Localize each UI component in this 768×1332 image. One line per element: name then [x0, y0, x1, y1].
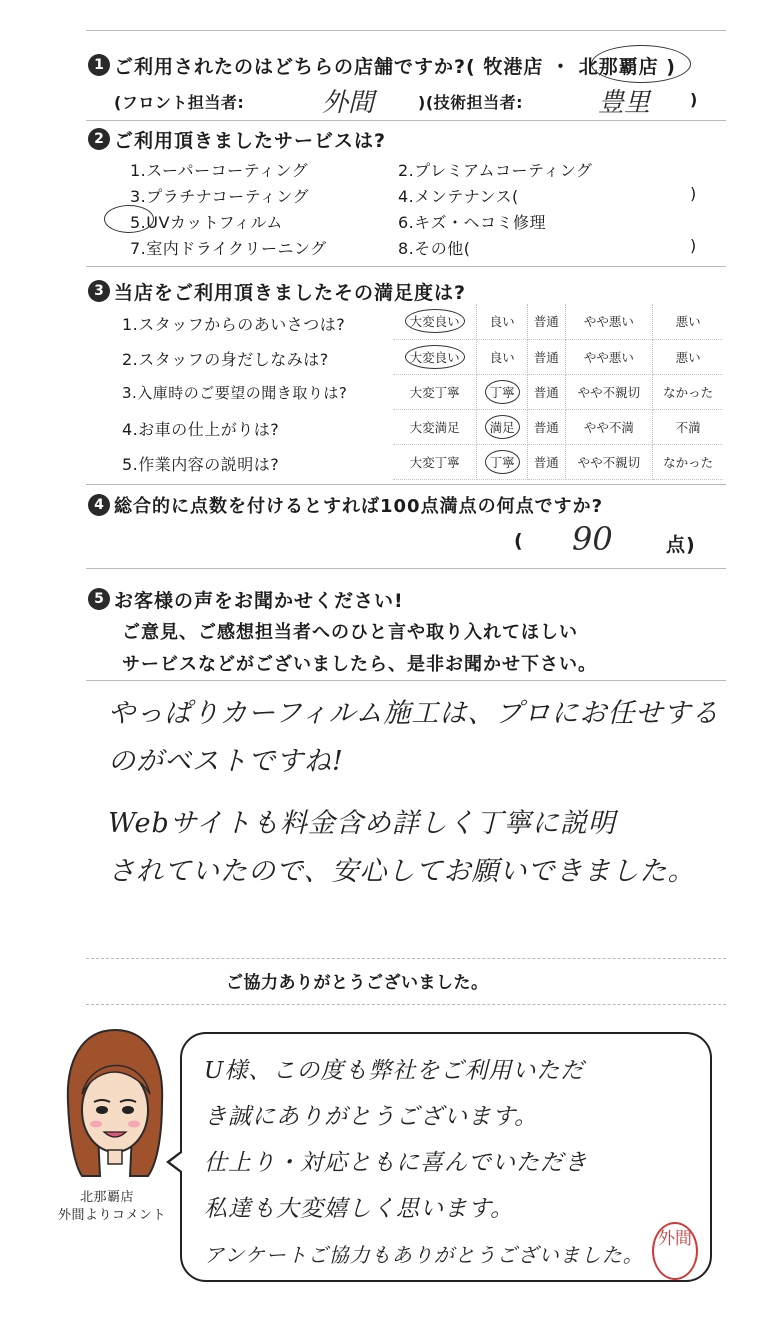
- rating-question-5: 5.作業内容の説明は?: [122, 455, 280, 474]
- tech-staff-close: ): [690, 90, 698, 109]
- staff-seal-stamp: 外間: [652, 1222, 698, 1280]
- staff-reply-line: き誠にありがとうございます。: [204, 1104, 539, 1130]
- rating-choice: 大変良い: [393, 339, 477, 374]
- table-row: [393, 444, 723, 479]
- question-5-line-3: サービスなどがございましたら、是非お聞かせ下さい。: [122, 654, 597, 675]
- customer-comment-line: Webサイトも料金含め詳しく丁寧に説明: [108, 808, 616, 839]
- staff-avatar: [60, 1024, 170, 1184]
- rating-choice: やや悪い: [565, 339, 653, 374]
- staff-store: 北那覇店: [80, 1190, 135, 1205]
- tech-staff-value: 豊里: [598, 88, 651, 118]
- rating-question-3: 3.入庫時のご要望の聞き取りは?: [122, 384, 348, 402]
- question-1-label: ご利用されたのはどちらの店舗ですか?(: [114, 56, 476, 78]
- rating-choice: 良い: [477, 304, 528, 339]
- service-selection-circle: [104, 205, 154, 233]
- question-5-text: お客様の声をお聞かせください!: [114, 590, 404, 612]
- rating-choice: 良い: [477, 339, 528, 374]
- rating-choice: 悪い: [653, 339, 723, 374]
- rating-choice: やや不親切: [565, 444, 653, 479]
- rating-choice: 普通: [528, 444, 565, 479]
- customer-comment: [108, 690, 728, 896]
- front-staff-label: (フロント担当者:: [114, 93, 245, 112]
- tech-staff-label: )(技術担当者:: [418, 93, 524, 112]
- rating-choice: 普通: [528, 304, 565, 339]
- staff-reply-line: 私達も大変嬉しく思います。: [204, 1196, 515, 1222]
- service-option-2: 2.プレミアムコーティング: [398, 161, 593, 180]
- rating-question-2: 2.スタッフの身だしなみは?: [122, 350, 329, 369]
- front-staff-value: 外間: [322, 88, 375, 118]
- rating-choice: 普通: [528, 339, 565, 374]
- rating-choice: やや悪い: [565, 304, 653, 339]
- table-row: [393, 374, 723, 409]
- score-value: 90: [572, 520, 613, 558]
- service-option-6: 6.キズ・ヘコミ修理: [398, 213, 546, 232]
- top-rule: [86, 30, 726, 31]
- store-selection-circle: [591, 45, 691, 83]
- rule-2: [86, 266, 726, 267]
- customer-comment-line: のがベストですね!: [108, 746, 344, 777]
- question-1-number: 1: [88, 54, 110, 76]
- rating-choice: なかった: [653, 374, 723, 409]
- service-option-8: 8.その他(: [398, 239, 471, 258]
- staff-reply-bubble: [180, 1032, 712, 1282]
- table-row: [393, 409, 723, 444]
- service-option-7: 7.室内ドライクリーニング: [130, 239, 327, 258]
- rating-choice: 大変丁寧: [393, 374, 477, 409]
- rating-choice: 普通: [528, 409, 565, 444]
- question-5-number: 5: [88, 588, 110, 610]
- service-option-4-close: ): [690, 184, 697, 203]
- rating-question-4: 4.お車の仕上がりは?: [122, 420, 280, 439]
- rule-3: [86, 484, 726, 485]
- question-5-line-2: ご意見、ご感想担当者へのひと言や取り入れてほしい: [122, 622, 578, 643]
- rating-choice: 大変満足: [393, 409, 477, 444]
- staff-reply-line: 仕上り・対応ともに喜んでいただき: [204, 1150, 588, 1176]
- score-open-paren: (: [514, 530, 524, 552]
- rating-choice: やや不親切: [565, 374, 653, 409]
- rating-choice: 丁寧: [477, 374, 528, 409]
- question-2-number: 2: [88, 128, 110, 150]
- service-option-4: 4.メンテナンス(: [398, 187, 519, 206]
- rating-choice: やや不満: [565, 409, 653, 444]
- question-4-number: 4: [88, 494, 110, 516]
- service-option-5: 5.UVカットフィルム: [130, 213, 283, 232]
- rule-4: [86, 568, 726, 569]
- rating-choice: 丁寧: [477, 444, 528, 479]
- question-4-text: 総合的に点数を付けるとすれば100点満点の何点ですか?: [114, 496, 604, 517]
- divider-dashed: [86, 958, 726, 959]
- question-2-text: ご利用頂きましたサービスは?: [114, 130, 387, 152]
- rating-question-1: 1.スタッフからのあいさつは?: [122, 315, 346, 334]
- store-makiminato: 牧港店: [483, 56, 544, 78]
- rating-choice: 不満: [653, 409, 723, 444]
- question-1-close: ): [666, 56, 676, 78]
- rating-choice: 悪い: [653, 304, 723, 339]
- table-row: [393, 304, 723, 339]
- rating-choice: 大変丁寧: [393, 444, 477, 479]
- rating-choice: 普通: [528, 374, 565, 409]
- store-separator: ・: [550, 56, 571, 78]
- rating-choice: 満足: [477, 409, 528, 444]
- rating-choice: なかった: [653, 444, 723, 479]
- staff-comment-label: 外間よりコメント: [58, 1208, 167, 1223]
- rule-1: [86, 120, 726, 121]
- store-kitanaha: 北那覇店: [578, 56, 659, 78]
- question-3-text: 当店をご利用頂きましたその満足度は?: [114, 282, 467, 304]
- question-3-number: 3: [88, 280, 110, 302]
- bubble-tail-inner: [170, 1152, 183, 1172]
- divider-dashed-bottom: [86, 1004, 726, 1005]
- service-option-1: 1.スーパーコーティング: [130, 161, 309, 180]
- thanks-message: ご協力ありがとうございました。: [226, 973, 489, 993]
- customer-comment-line: されていたので、安心してお願いできました。: [108, 856, 696, 887]
- staff-reply-line: U様、この度も弊社をご利用いただ: [204, 1058, 585, 1084]
- rule-5: [86, 680, 726, 681]
- rating-choice: 大変良い: [393, 304, 477, 339]
- satisfaction-table: [393, 304, 723, 480]
- service-option-8-close: ): [690, 236, 697, 255]
- customer-comment-line: やっぱりカーフィルム施工は、プロにお任せする: [108, 698, 720, 729]
- staff-reply-line: アンケートご協力もありがとうございました。: [204, 1243, 644, 1267]
- service-option-3: 3.プラチナコーティング: [130, 187, 310, 206]
- score-unit: 点): [666, 534, 696, 556]
- table-row: [393, 339, 723, 374]
